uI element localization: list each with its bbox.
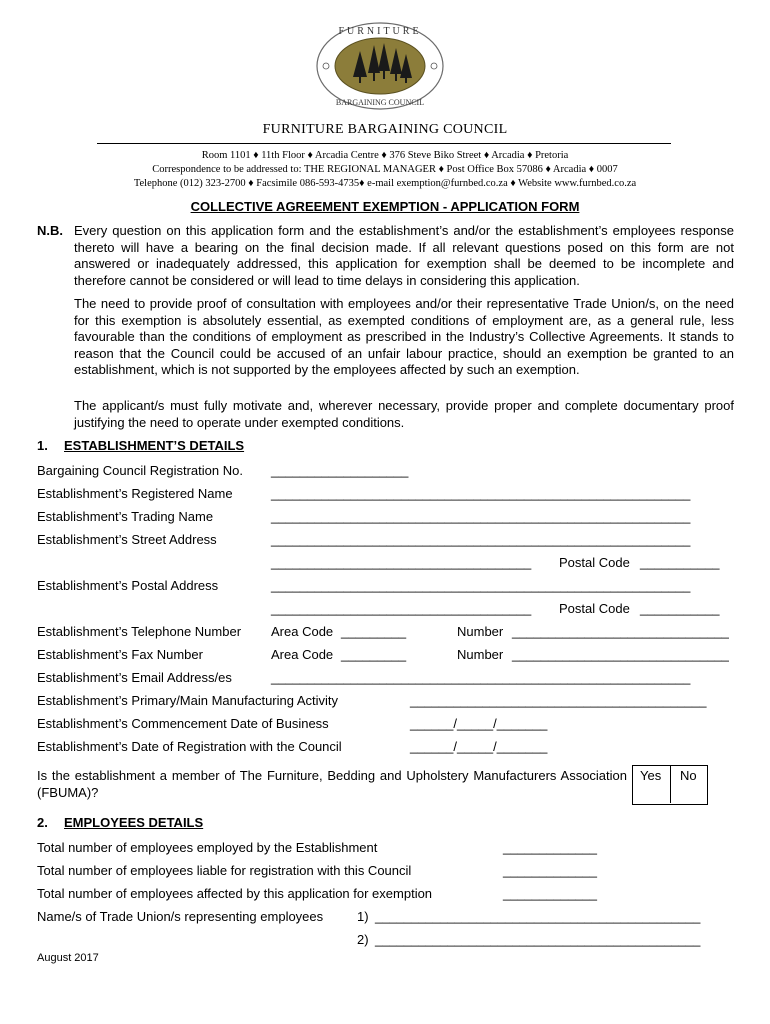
street-address-field[interactable]: __________________________________________________________ [271,532,691,547]
council-name: FURNITURE BARGAINING COUNCIL [262,122,508,137]
reg-no-label: Bargaining Council Registration No. [37,463,243,478]
fbuma-no-option[interactable]: No [680,768,697,783]
trade-union-2-field[interactable]: _____________________________________________ [375,932,701,947]
activity-label: Establishment’s Primary/Main Manufacturing Activity [37,693,339,708]
trade-union-1-number: 1) [357,909,369,924]
footer-date: August 2017 [37,952,99,964]
nb-paragraph-2: The need to provide proof of consultation with employees and/or their representative Trade Union/s, on the need for this exemption is absolutely essential, as exempted conditions of employment are, as a general rule, less favourable than the conditions of employment as prescribed in the Industry’s Collective Agreements. It stands to reason that the Council could be accused of an unfair labour practice, should an exemption be granted to an establishment, which is not supported by the employees affected by such an exemption. [74,296,734,378]
svg-text:BARGAINING COUNCIL: BARGAINING COUNCIL [335,98,425,107]
fax-number-field[interactable]: ______________________________ [512,647,729,662]
trading-name-field[interactable]: __________________________________________________________ [271,509,691,524]
postal-code-label: Postal Code [559,601,630,616]
activity-field[interactable]: _________________________________________ [410,693,707,708]
trade-union-label: Name/s of Trade Union/s representing employees [37,909,324,924]
telephone-label: Establishment’s Telephone Number [37,624,242,639]
fax-area-code-label: Area Code [271,647,334,662]
postal-address-field[interactable]: __________________________________________________________ [271,578,691,593]
registered-name-field[interactable]: __________________________________________________________ [271,486,691,501]
total-employed-field[interactable]: _____________ [503,840,597,855]
commencement-date-label: Establishment’s Commencement Date of Business [37,716,329,731]
telephone-number-field[interactable]: ______________________________ [512,624,729,639]
telephone-number-label: Number [457,624,504,639]
total-liable-label: Total number of employees liable for registration with this Council [37,863,412,878]
trade-union-1-field[interactable]: _____________________________________________ [375,909,701,924]
fax-number-label: Number [457,647,504,662]
street-address-field-2[interactable]: ____________________________________ [271,555,532,570]
total-affected-label: Total number of employees affected by this application for exemption [37,886,433,901]
street-postal-code-field[interactable]: ___________ [640,555,720,570]
telephone-area-code-field[interactable]: _________ [341,624,407,639]
postal-address-field-2[interactable]: ____________________________________ [271,601,532,616]
section-2-title: EMPLOYEES DETAILS [64,815,204,830]
section-2-number: 2. [37,815,48,830]
total-liable-field[interactable]: _____________ [503,863,597,878]
telephone-area-code-label: Area Code [271,624,334,639]
address-line-3: Telephone (012) 323-2700 ♦ Facsimile 086-593-4735♦ e-mail exemption@furnbed.co.za ♦ Website www.furnbed.co.za [133,178,637,189]
fbuma-yes-option[interactable]: Yes [640,768,662,783]
street-address-label: Establishment’s Street Address [37,532,217,547]
fax-area-code-field[interactable]: _________ [341,647,407,662]
fbuma-answer-divider [670,765,671,803]
trading-name-label: Establishment’s Trading Name [37,509,214,524]
email-field[interactable]: __________________________________________________________ [271,670,691,685]
address-line-2: Correspondence to be addressed to: THE REGIONAL MANAGER ♦ Post Office Box 57086 ♦ Arcadia ♦ 0007 [152,164,618,175]
fbuma-question: Is the establishment a member of The Furniture, Bedding and Upholstery Manufacturers Association (FBUMA)? [37,768,627,800]
nb-paragraph-1: Every question on this application form and the establishment’s and/or the establishment’s employees response thereto will have a bearing on the final decision made. If all relevant questions posed on this form are not answered or inadequately addressed, this application for exemption shall be deemed to be incomplete and therefore cannot be considered or will lead to time delays in considering this application. [74,223,734,288]
total-employed-label: Total number of employees employed by the Establishment [37,840,378,855]
address-line-1: Room 1101 ♦ 11th Floor ♦ Arcadia Centre ♦ 376 Steve Biko Street ♦ Arcadia ♦ Pretoria [201,150,569,161]
postal-code-field[interactable]: ___________ [640,601,720,616]
street-postal-code-label: Postal Code [559,555,630,570]
email-label: Establishment’s Email Address/es [37,670,232,685]
postal-address-label: Establishment’s Postal Address [37,578,219,593]
section-1-title: ESTABLISHMENT’S DETAILS [64,438,245,453]
form-title: COLLECTIVE AGREEMENT EXEMPTION - APPLICATION FORM [190,199,580,214]
nb-paragraph-3: The applicant/s must fully motivate and, wherever necessary, provide proper and complete documentary proof justifying the need to operate under exempted conditions. [74,398,734,430]
svg-text:FURNITURE: FURNITURE [338,26,422,37]
header-divider [97,143,671,144]
total-affected-field[interactable]: _____________ [503,886,597,901]
commencement-date-field[interactable]: ______/_____/_______ [410,716,548,731]
fax-label: Establishment’s Fax Number [37,647,203,662]
registration-date-field[interactable]: ______/_____/_______ [410,739,548,754]
registration-date-label: Establishment’s Date of Registration with the Council [37,739,342,754]
trade-union-2-number: 2) [357,932,369,947]
nb-label: N.B. [37,223,63,238]
section-1-number: 1. [37,438,48,453]
furniture-bargaining-council-logo [315,21,445,111]
registered-name-label: Establishment’s Registered Name [37,486,233,501]
reg-no-field[interactable]: ___________________ [271,463,409,478]
